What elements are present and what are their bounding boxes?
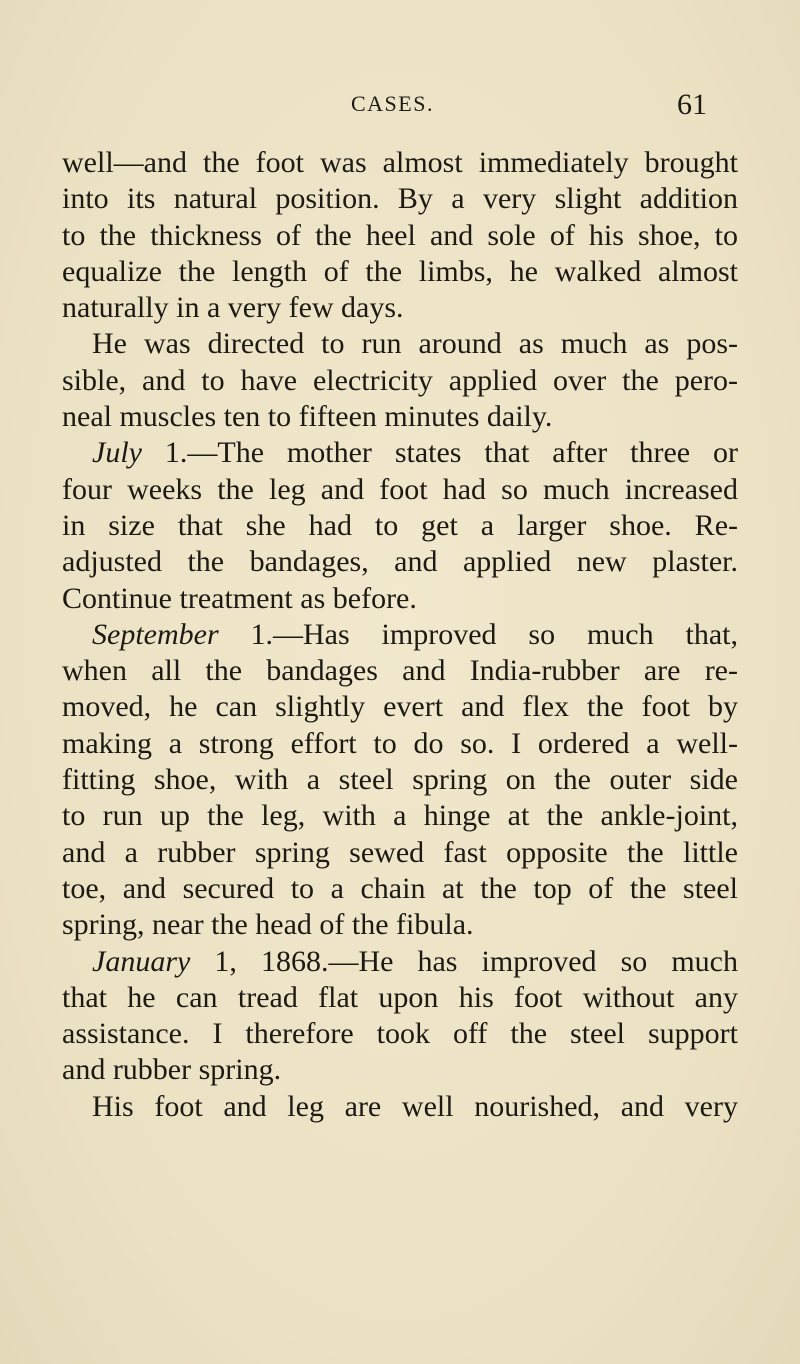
text-line: to the thickness of the heel and sole of his shoe, to (62, 218, 738, 252)
text-line: equalize the length of the limbs, he walked almost (62, 254, 738, 288)
text-line: moved, he can slightly evert and flex the foot by (62, 690, 738, 724)
text-line: into its natural position. By a very slight addition (62, 182, 738, 216)
text-line: assistance. I therefore took off the steel support (62, 1017, 738, 1051)
entry-text: 1.—Has improved so much that, (218, 617, 738, 651)
text-line: His foot and leg are well nourished, and very (92, 1089, 738, 1123)
text-line: spring, near the head of the fibula. (62, 908, 474, 942)
text-line: fitting shoe, with a steel spring on the outer side (62, 763, 738, 797)
page-header (0, 88, 800, 128)
text-line: He was directed to run around as much as pos- (92, 327, 738, 361)
text-line: when all the bandages and India-rubber are re- (62, 654, 738, 688)
dated-entry-line (62, 435, 738, 471)
dated-entry-line (62, 944, 738, 980)
entry-text: 1.—The mother states that after three or (141, 436, 738, 470)
text-line: in size that she had to get a larger shoe. Re- (62, 508, 738, 542)
text-line: to run up the leg, with a hinge at the ankle-joint, (62, 799, 738, 833)
text-line: toe, and secured to a chain at the top of the steel (62, 871, 738, 905)
text-line: making a strong effort to do so. I ordered a well- (62, 726, 738, 760)
text-line: sible, and to have electricity applied over the pero- (62, 363, 738, 397)
text-line: Continue treatment as before. (62, 581, 417, 615)
text-line: and a rubber spring sewed fast opposite the little (62, 835, 738, 869)
entry-date: January (92, 944, 191, 978)
text-line: that he can tread flat upon his foot without any (62, 980, 738, 1014)
page-number: 61 (677, 88, 707, 121)
dated-entry-line (62, 617, 738, 653)
entry-date: July (92, 436, 142, 470)
text-line: adjusted the bandages, and applied new plaster. (62, 545, 738, 579)
body-text (62, 145, 738, 1125)
text-line: well—and the foot was almost immediately brought (62, 146, 738, 179)
text-line: four weeks the leg and foot had so much increased (62, 472, 738, 506)
text-line: and rubber spring. (62, 1053, 282, 1087)
running-head: CASES. (351, 91, 434, 116)
text-line: neal muscles ten to fifteen minutes daily. (62, 400, 553, 434)
text-line: naturally in a very few days. (62, 291, 404, 325)
entry-date: September (92, 617, 219, 651)
entry-text: 1, 1868.—He has improved so much (190, 944, 738, 978)
